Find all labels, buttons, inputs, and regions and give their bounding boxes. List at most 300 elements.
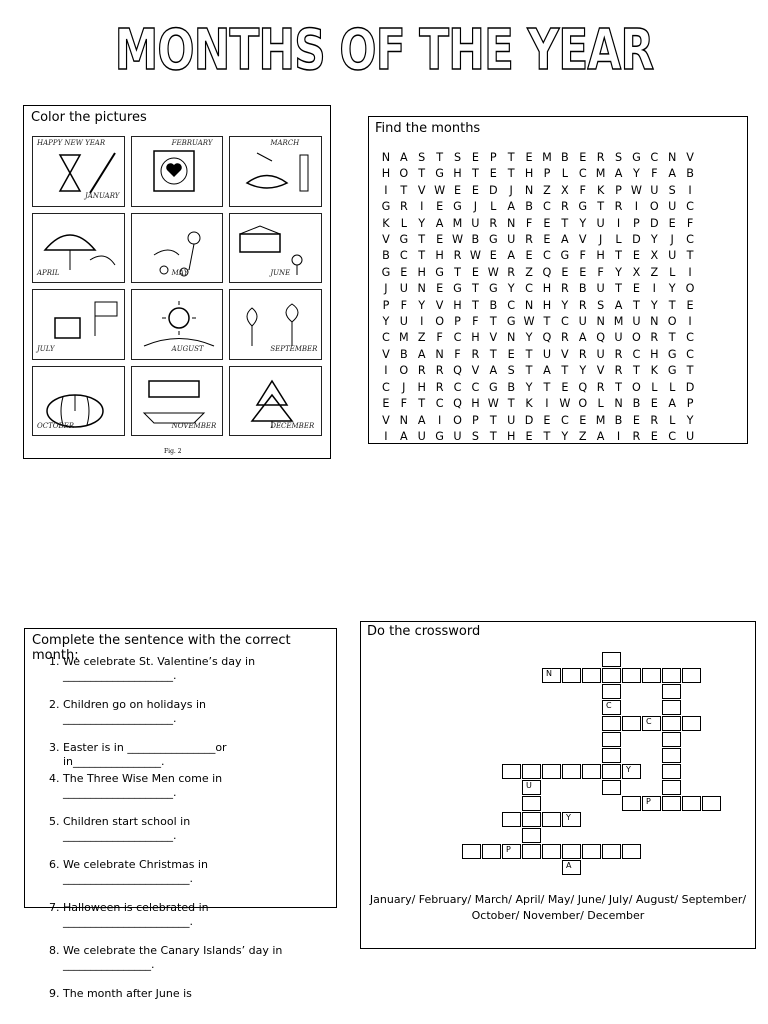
crossword-cell[interactable]: P bbox=[502, 844, 521, 859]
wordsearch-letter[interactable]: W bbox=[451, 233, 464, 247]
crossword-cell[interactable] bbox=[682, 716, 701, 731]
wordsearch-letter[interactable]: E bbox=[525, 151, 533, 164]
crossword-cell[interactable] bbox=[522, 844, 541, 859]
wordsearch-letter[interactable]: E bbox=[632, 282, 640, 296]
answer-blank[interactable]: in________________. bbox=[63, 754, 165, 768]
wordsearch-letter[interactable]: Q bbox=[453, 364, 462, 378]
wordsearch-letter[interactable]: I bbox=[634, 200, 639, 214]
wordsearch-letter[interactable]: I bbox=[652, 282, 656, 296]
crossword-cell[interactable]: P bbox=[642, 796, 661, 811]
wordsearch-letter[interactable]: K bbox=[525, 397, 533, 411]
wordsearch-letter[interactable]: Y bbox=[632, 167, 640, 181]
wordsearch-letter[interactable]: E bbox=[561, 265, 569, 279]
wordsearch-letter[interactable]: Q bbox=[596, 331, 606, 345]
crossword-cell[interactable] bbox=[662, 764, 681, 779]
answer-blank[interactable]: ____________________. bbox=[63, 785, 177, 799]
wordsearch-letter[interactable]: T bbox=[615, 249, 622, 263]
wordsearch-letter[interactable]: Y bbox=[382, 315, 390, 329]
wordsearch-letter[interactable]: I bbox=[384, 183, 388, 197]
wordsearch-letter[interactable]: T bbox=[418, 167, 426, 181]
wordsearch-letter[interactable]: U bbox=[507, 233, 516, 247]
crossword-cell[interactable] bbox=[622, 716, 641, 731]
wordsearch-letter[interactable]: A bbox=[400, 429, 408, 443]
wordsearch-letter[interactable]: I bbox=[616, 429, 621, 443]
wordsearch-letter[interactable]: H bbox=[453, 298, 462, 312]
wordsearch-letter[interactable]: P bbox=[489, 151, 497, 164]
wordsearch-letter[interactable]: R bbox=[417, 364, 426, 378]
wordsearch-letter[interactable]: G bbox=[578, 200, 588, 214]
crossword-cell[interactable] bbox=[522, 764, 541, 779]
crossword-cell[interactable]: A bbox=[562, 860, 581, 875]
answer-blank[interactable]: ____________________. bbox=[63, 711, 177, 725]
wordsearch-letter[interactable]: W bbox=[559, 397, 571, 411]
wordsearch-letter[interactable]: S bbox=[507, 364, 515, 378]
crossword-cell[interactable] bbox=[682, 668, 701, 683]
wordsearch-letter[interactable]: O bbox=[435, 315, 445, 329]
wordsearch-letter[interactable]: C bbox=[560, 315, 569, 329]
wordsearch-letter[interactable]: E bbox=[471, 151, 479, 164]
wordsearch-letter[interactable]: V bbox=[489, 331, 498, 345]
wordsearch-letter[interactable]: A bbox=[561, 233, 569, 247]
crossword-cell[interactable] bbox=[602, 732, 621, 747]
wordsearch-letter[interactable]: O bbox=[632, 380, 641, 394]
wordsearch-letter[interactable]: Q bbox=[453, 397, 462, 411]
crossword-cell[interactable] bbox=[662, 732, 681, 747]
wordsearch-letter[interactable]: N bbox=[506, 331, 516, 345]
wordsearch-letter[interactable]: C bbox=[686, 200, 694, 214]
wordsearch-letter[interactable]: U bbox=[632, 315, 641, 329]
wordsearch-letter[interactable]: G bbox=[488, 380, 498, 394]
wordsearch-letter[interactable]: Z bbox=[650, 265, 659, 279]
wordsearch-letter[interactable]: D bbox=[632, 233, 641, 247]
wordsearch-letter[interactable]: H bbox=[381, 167, 391, 181]
wordsearch-letter[interactable]: R bbox=[614, 200, 623, 214]
wordsearch-letter[interactable]: G bbox=[453, 200, 462, 214]
wordsearch-letter[interactable]: Q bbox=[542, 265, 552, 279]
wordsearch-letter[interactable]: V bbox=[382, 413, 390, 427]
wordsearch-letter[interactable]: E bbox=[543, 216, 551, 230]
wordsearch-letter[interactable]: H bbox=[542, 298, 552, 312]
crossword-cell[interactable] bbox=[502, 812, 521, 827]
wordsearch-letter[interactable]: C bbox=[686, 347, 694, 361]
wordsearch-letter[interactable]: I bbox=[437, 413, 442, 427]
wordsearch-letter[interactable]: R bbox=[578, 298, 587, 312]
wordsearch-letter[interactable]: R bbox=[525, 233, 533, 247]
wordsearch-letter[interactable]: N bbox=[668, 151, 677, 164]
wordsearch-letter[interactable]: T bbox=[489, 413, 497, 427]
wordsearch-letter[interactable]: U bbox=[578, 315, 587, 329]
crossword-cell[interactable] bbox=[542, 764, 561, 779]
crossword-cell[interactable]: Y bbox=[562, 812, 581, 827]
wordsearch-letter[interactable]: O bbox=[685, 282, 695, 296]
crossword-cell[interactable] bbox=[622, 796, 641, 811]
wordsearch-letter[interactable]: B bbox=[507, 380, 516, 394]
wordsearch-letter[interactable]: T bbox=[525, 347, 533, 361]
wordsearch-letter[interactable]: P bbox=[382, 298, 390, 312]
wordsearch-letter[interactable]: E bbox=[650, 429, 658, 443]
wordsearch-letter[interactable]: E bbox=[489, 249, 497, 263]
crossword-cell[interactable] bbox=[662, 684, 681, 699]
wordsearch-letter[interactable]: X bbox=[632, 265, 641, 279]
wordsearch-letter[interactable]: B bbox=[399, 347, 408, 361]
wordsearch-letter[interactable]: F bbox=[472, 315, 479, 329]
crossword-cell[interactable] bbox=[502, 764, 521, 779]
wordsearch-letter[interactable]: F bbox=[436, 331, 443, 345]
wordsearch-letter[interactable]: T bbox=[471, 282, 479, 296]
wordsearch-letter[interactable]: I bbox=[688, 183, 692, 197]
crossword-cell[interactable] bbox=[602, 748, 621, 763]
wordsearch-letter[interactable]: R bbox=[614, 364, 623, 378]
answer-blank[interactable]: _______________________. bbox=[63, 871, 193, 885]
wordsearch-letter[interactable]: N bbox=[524, 183, 534, 197]
wordsearch-letter[interactable]: T bbox=[507, 167, 515, 181]
wordsearch-letter[interactable]: R bbox=[614, 347, 623, 361]
wordsearch-letter[interactable]: A bbox=[417, 347, 426, 361]
wordsearch-letter[interactable]: T bbox=[668, 331, 676, 345]
wordsearch-letter[interactable]: N bbox=[435, 347, 444, 361]
wordsearch-letter[interactable]: R bbox=[650, 331, 659, 345]
wordsearch-letter[interactable]: A bbox=[435, 216, 444, 230]
wordsearch-letter[interactable]: A bbox=[400, 151, 408, 164]
wordsearch-letter[interactable]: C bbox=[435, 397, 444, 411]
wordsearch-letter[interactable]: Q bbox=[578, 380, 588, 394]
wordsearch-letter[interactable]: G bbox=[667, 347, 677, 361]
wordsearch-letter[interactable]: O bbox=[399, 167, 409, 181]
wordsearch-letter[interactable]: E bbox=[561, 380, 569, 394]
wordsearch-letter[interactable]: C bbox=[382, 380, 390, 394]
wordsearch-letter[interactable]: R bbox=[489, 216, 498, 230]
wordsearch-letter[interactable]: G bbox=[381, 200, 391, 214]
wordsearch-letter[interactable]: E bbox=[400, 265, 408, 279]
wordsearch-letter[interactable]: H bbox=[471, 331, 480, 345]
wordsearch-letter[interactable]: Y bbox=[525, 380, 533, 394]
wordsearch-letter[interactable]: G bbox=[667, 364, 677, 378]
wordsearch-letter[interactable]: E bbox=[668, 216, 676, 230]
wordsearch-letter[interactable]: E bbox=[489, 167, 497, 181]
wordsearch-letter[interactable]: H bbox=[417, 265, 426, 279]
wordsearch-letter[interactable]: P bbox=[633, 216, 640, 230]
wordsearch-letter[interactable]: C bbox=[525, 282, 533, 296]
wordsearch-letter[interactable]: E bbox=[453, 183, 462, 197]
wordsearch-letter[interactable]: G bbox=[488, 233, 498, 247]
wordsearch-letter[interactable]: F bbox=[686, 216, 694, 230]
wordsearch-letter[interactable]: L bbox=[669, 265, 676, 279]
wordsearch-letter[interactable]: C bbox=[507, 298, 516, 312]
wordsearch-letter[interactable]: Y bbox=[561, 298, 569, 312]
wordsearch-letter[interactable]: C bbox=[453, 380, 462, 394]
wordsearch-letter[interactable]: H bbox=[596, 249, 605, 263]
wordsearch-letter[interactable]: B bbox=[561, 151, 569, 164]
wordsearch-letter[interactable]: U bbox=[668, 249, 677, 263]
wordsearch-letter[interactable]: T bbox=[686, 364, 694, 378]
wordsearch-letter[interactable]: W bbox=[523, 315, 535, 329]
wordsearch-letter[interactable]: I bbox=[545, 397, 549, 411]
wordsearch-letter[interactable]: Y bbox=[579, 216, 587, 230]
crossword-cell[interactable] bbox=[662, 700, 681, 715]
wordsearch-letter[interactable]: T bbox=[597, 200, 605, 214]
crossword-cell[interactable] bbox=[462, 844, 481, 859]
wordsearch-letter[interactable]: F bbox=[400, 397, 408, 411]
crossword-cell[interactable] bbox=[582, 668, 601, 683]
wordsearch-letter[interactable]: M bbox=[613, 315, 624, 329]
wordsearch-letter[interactable]: X bbox=[561, 183, 569, 197]
wordsearch-letter[interactable]: H bbox=[542, 282, 552, 296]
wordsearch-letter[interactable]: G bbox=[435, 265, 444, 279]
wordsearch-letter[interactable]: L bbox=[400, 216, 407, 230]
wordsearch-letter[interactable]: G bbox=[399, 233, 409, 247]
wordsearch-letter[interactable]: S bbox=[668, 183, 676, 197]
crossword-cell[interactable] bbox=[602, 668, 621, 683]
wordsearch-letter[interactable]: C bbox=[578, 167, 587, 181]
wordsearch-letter[interactable]: T bbox=[543, 315, 551, 329]
wordsearch-letter[interactable]: W bbox=[434, 183, 446, 197]
wordsearch-letter[interactable]: D bbox=[488, 183, 498, 197]
answer-blank[interactable]: ____________________. bbox=[63, 668, 177, 682]
wordsearch-letter[interactable]: T bbox=[471, 298, 479, 312]
wordsearch-letter[interactable]: J bbox=[670, 233, 674, 247]
wordsearch-letter[interactable]: P bbox=[686, 397, 694, 411]
wordsearch-letter[interactable]: B bbox=[382, 249, 390, 263]
crossword-cell[interactable] bbox=[602, 652, 621, 667]
crossword-cell[interactable]: C bbox=[602, 700, 621, 715]
wordsearch-letter[interactable]: E bbox=[525, 249, 533, 263]
wordsearch-letter[interactable]: V bbox=[686, 151, 694, 164]
wordsearch-letter[interactable]: N bbox=[650, 315, 659, 329]
wordsearch-letter[interactable]: L bbox=[561, 167, 568, 181]
wordsearch-letter[interactable]: T bbox=[561, 364, 569, 378]
answer-blank[interactable]: _______________________. bbox=[63, 914, 193, 928]
wordsearch-letter[interactable]: C bbox=[668, 429, 677, 443]
wordsearch-letter[interactable]: G bbox=[560, 249, 570, 263]
wordsearch-letter[interactable]: G bbox=[381, 265, 391, 279]
wordsearch-letter[interactable]: K bbox=[650, 364, 658, 378]
crossword-cell[interactable] bbox=[602, 844, 621, 859]
crossword-cell[interactable] bbox=[562, 764, 581, 779]
wordsearch-letter[interactable]: V bbox=[471, 364, 480, 378]
wordsearch-letter[interactable]: Y bbox=[615, 265, 622, 279]
wordsearch-letter[interactable]: A bbox=[614, 298, 623, 312]
wordsearch-letter[interactable]: U bbox=[650, 183, 659, 197]
wordsearch-letter[interactable]: A bbox=[543, 364, 551, 378]
crossword-cell[interactable] bbox=[622, 844, 641, 859]
wordsearch-letter[interactable]: T bbox=[489, 347, 497, 361]
wordsearch-letter[interactable]: S bbox=[453, 151, 462, 164]
wordsearch-letter[interactable]: R bbox=[435, 380, 444, 394]
crossword-cell[interactable] bbox=[562, 668, 581, 683]
wordsearch-letter[interactable]: R bbox=[578, 347, 587, 361]
wordsearch-letter[interactable]: U bbox=[399, 282, 408, 296]
wordsearch-letter[interactable]: F bbox=[579, 183, 586, 197]
wordsearch-letter[interactable]: R bbox=[471, 347, 480, 361]
wordsearch-letter[interactable]: R bbox=[596, 151, 605, 164]
wordsearch-letter[interactable]: B bbox=[525, 200, 533, 214]
wordsearch-letter[interactable]: M bbox=[399, 331, 409, 345]
wordsearch-letter[interactable]: L bbox=[615, 233, 622, 247]
wordsearch-letter[interactable]: O bbox=[399, 364, 409, 378]
wordsearch-letter[interactable]: T bbox=[632, 364, 640, 378]
wordsearch-letter[interactable]: T bbox=[418, 397, 426, 411]
wordsearch-letter[interactable]: H bbox=[435, 249, 444, 263]
wordsearch-letter[interactable]: T bbox=[489, 315, 497, 329]
wordsearch-letter[interactable]: T bbox=[632, 298, 640, 312]
wordsearch-letter[interactable]: L bbox=[597, 397, 604, 411]
wordsearch-letter[interactable]: Y bbox=[525, 331, 533, 345]
wordsearch-letter[interactable]: E bbox=[436, 200, 444, 214]
wordsearch-letter[interactable]: H bbox=[506, 429, 516, 443]
wordsearch-letter[interactable]: M bbox=[595, 413, 606, 427]
wordsearch-letter[interactable]: M bbox=[452, 216, 463, 230]
wordsearch-letter[interactable]: W bbox=[487, 397, 499, 411]
wordsearch-letter[interactable]: V bbox=[435, 298, 444, 312]
wordsearch-letter[interactable]: B bbox=[632, 397, 641, 411]
crossword-cell[interactable]: U bbox=[522, 780, 541, 795]
wordsearch-letter[interactable]: N bbox=[524, 298, 534, 312]
wordsearch-letter[interactable]: I bbox=[688, 265, 692, 279]
wordsearch-letter[interactable]: P bbox=[615, 183, 622, 197]
wordsearch-letter[interactable]: T bbox=[489, 429, 497, 443]
wordsearch-letter[interactable]: T bbox=[561, 216, 569, 230]
wordsearch-letter[interactable]: P bbox=[472, 413, 479, 427]
wordsearch-letter[interactable]: I bbox=[688, 315, 692, 329]
wordsearch-letter[interactable]: Y bbox=[650, 298, 658, 312]
wordsearch-letter[interactable]: U bbox=[596, 282, 605, 296]
crossword-cell[interactable]: Y bbox=[622, 764, 641, 779]
wordsearch-letter[interactable]: D bbox=[649, 216, 659, 230]
wordsearch-letter[interactable]: E bbox=[686, 298, 694, 312]
crossword-cell[interactable] bbox=[582, 844, 601, 859]
wordsearch-letter[interactable]: Y bbox=[650, 233, 658, 247]
wordsearch-letter[interactable]: F bbox=[400, 298, 408, 312]
wordsearch-letter[interactable]: E bbox=[579, 265, 587, 279]
wordsearch-letter[interactable]: B bbox=[489, 298, 498, 312]
wordsearch-letter[interactable]: N bbox=[596, 315, 605, 329]
crossword-cell[interactable] bbox=[662, 748, 681, 763]
wordsearch-letter[interactable]: L bbox=[490, 200, 497, 214]
wordsearch-letter[interactable]: A bbox=[614, 167, 623, 181]
crossword-cell[interactable] bbox=[662, 796, 681, 811]
crossword-cell[interactable] bbox=[662, 716, 681, 731]
crossword-cell[interactable] bbox=[482, 844, 501, 859]
crossword-cell[interactable] bbox=[522, 828, 541, 843]
crossword-cell[interactable] bbox=[682, 796, 701, 811]
wordsearch-letter[interactable]: Z bbox=[525, 265, 533, 279]
wordsearch-letter[interactable]: F bbox=[579, 249, 586, 263]
wordsearch-letter[interactable]: Y bbox=[668, 282, 676, 296]
wordsearch-letter[interactable]: H bbox=[417, 380, 426, 394]
wordsearch-letter[interactable]: H bbox=[471, 397, 480, 411]
wordsearch-letter[interactable]: V bbox=[382, 347, 390, 361]
wordsearch-letter[interactable]: V bbox=[382, 233, 390, 247]
wordsearch-letter[interactable]: U bbox=[685, 429, 695, 443]
crossword-cell[interactable] bbox=[522, 812, 541, 827]
wordsearch-letter[interactable]: N bbox=[399, 413, 409, 427]
wordsearch-letter[interactable]: U bbox=[507, 413, 516, 427]
wordsearch-letter[interactable]: J bbox=[598, 233, 603, 247]
wordsearch-letter[interactable]: I bbox=[384, 364, 388, 378]
wordsearch-letter[interactable]: G bbox=[453, 282, 462, 296]
wordsearch-letter[interactable]: X bbox=[650, 249, 659, 263]
wordsearch-letter[interactable]: J bbox=[509, 183, 513, 197]
wordsearch-letter[interactable]: E bbox=[632, 249, 640, 263]
wordsearch-letter[interactable]: E bbox=[436, 282, 444, 296]
wordsearch-letter[interactable]: K bbox=[596, 183, 605, 197]
wordsearch-letter[interactable]: A bbox=[596, 429, 605, 443]
crossword-cell[interactable] bbox=[542, 812, 561, 827]
wordsearch-letter[interactable]: C bbox=[382, 331, 390, 345]
wordsearch-letter[interactable]: T bbox=[686, 249, 694, 263]
wordsearch-letter[interactable]: F bbox=[651, 167, 658, 181]
wordsearch-letter[interactable]: P bbox=[543, 167, 551, 181]
wordsearch-letter[interactable]: L bbox=[669, 380, 676, 394]
crossword-cell[interactable] bbox=[662, 780, 681, 795]
wordsearch-letter[interactable]: R bbox=[453, 249, 462, 263]
wordsearch-letter[interactable]: B bbox=[578, 282, 587, 296]
wordsearch-letter[interactable]: E bbox=[650, 397, 658, 411]
crossword-cell[interactable] bbox=[702, 796, 721, 811]
answer-blank[interactable]: ________________. bbox=[63, 957, 155, 971]
crossword-cell[interactable] bbox=[642, 668, 661, 683]
wordsearch-letter[interactable]: J bbox=[384, 282, 388, 296]
wordsearch-letter[interactable]: S bbox=[418, 151, 426, 164]
answer-blank[interactable]: ____________________. bbox=[63, 828, 177, 842]
wordsearch-letter[interactable]: F bbox=[454, 347, 461, 361]
wordsearch-letter[interactable]: C bbox=[686, 233, 694, 247]
wordsearch-letter[interactable]: R bbox=[399, 200, 408, 214]
wordsearch-letter[interactable]: T bbox=[543, 380, 551, 394]
wordsearch-letter[interactable]: L bbox=[651, 380, 658, 394]
wordsearch-letter[interactable]: E bbox=[382, 397, 390, 411]
wordsearch-letter[interactable]: I bbox=[384, 429, 388, 443]
wordsearch-letter[interactable]: T bbox=[507, 151, 515, 164]
crossword-cell[interactable]: C bbox=[642, 716, 661, 731]
wordsearch-letter[interactable]: T bbox=[454, 265, 461, 279]
wordsearch-letter[interactable]: G bbox=[632, 151, 641, 164]
wordsearch-letter[interactable]: T bbox=[525, 364, 533, 378]
crossword-cell[interactable] bbox=[602, 780, 621, 795]
wordsearch-letter[interactable]: R bbox=[435, 364, 444, 378]
wordsearch-letter[interactable]: I bbox=[420, 200, 424, 214]
wordsearch-letter[interactable]: R bbox=[507, 265, 516, 279]
wordsearch-letter[interactable]: O bbox=[453, 413, 462, 427]
wordsearch-letter[interactable]: E bbox=[436, 233, 444, 247]
wordsearch-letter[interactable]: W bbox=[487, 265, 499, 279]
wordsearch-letter[interactable]: E bbox=[525, 429, 533, 443]
wordsearch-letter[interactable]: N bbox=[381, 151, 391, 164]
wordsearch-letter[interactable]: E bbox=[471, 183, 479, 197]
wordsearch-letter[interactable]: C bbox=[632, 347, 641, 361]
wordsearch-letter[interactable]: M bbox=[595, 167, 606, 181]
wordsearch-letter[interactable]: Z bbox=[578, 429, 587, 443]
wordsearch-letter[interactable]: O bbox=[578, 397, 588, 411]
wordsearch-letter[interactable]: U bbox=[668, 200, 677, 214]
wordsearch-letter[interactable]: E bbox=[471, 265, 479, 279]
wordsearch-letter[interactable]: L bbox=[669, 413, 676, 427]
crossword-cell[interactable] bbox=[602, 716, 621, 731]
wordsearch-letter[interactable]: Z bbox=[543, 183, 551, 197]
crossword-cell[interactable] bbox=[542, 844, 561, 859]
wordsearch-letter[interactable]: T bbox=[436, 151, 444, 164]
wordsearch-letter[interactable]: G bbox=[435, 429, 444, 443]
wordsearch-letter[interactable]: Y bbox=[686, 413, 694, 427]
wordsearch-letter[interactable]: U bbox=[471, 216, 480, 230]
wordsearch-letter[interactable]: T bbox=[400, 183, 408, 197]
wordsearch-letter[interactable]: T bbox=[507, 397, 515, 411]
wordsearch-letter[interactable]: J bbox=[473, 200, 478, 214]
wordsearch-letter[interactable]: U bbox=[417, 429, 426, 443]
wordsearch-letter[interactable]: Y bbox=[561, 429, 569, 443]
wordsearch-letter[interactable]: B bbox=[614, 413, 623, 427]
wordsearch-letter[interactable]: V bbox=[561, 347, 569, 361]
